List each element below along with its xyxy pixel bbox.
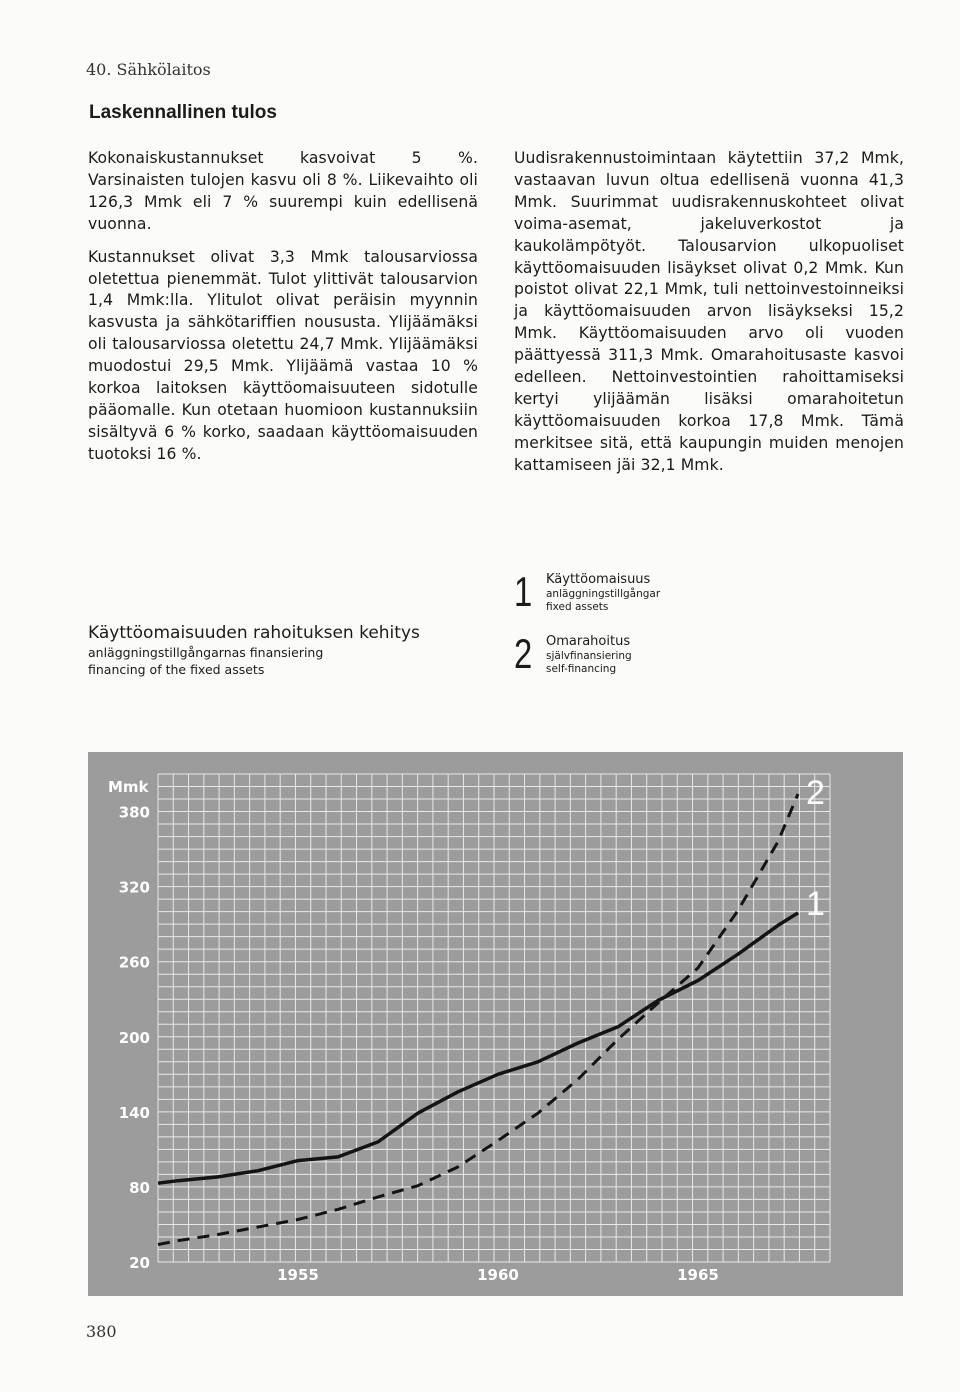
y-tick-label: 80 [129,1178,150,1197]
legend-label-en: fixed assets [546,601,609,613]
chart-title: Käyttöomaisuuden rahoituksen kehitys [88,623,420,643]
chart-svg [88,752,903,1296]
chart-subtitle-en: financing of the fixed assets [88,662,265,677]
line-chart [88,752,903,1296]
right-column [514,148,904,488]
series-label-2: 2 [806,774,825,813]
chart-legend [514,570,834,694]
legend-item-2 [514,632,834,694]
legend-label-fi: Käyttöomaisuus [546,572,651,587]
y-tick-label: 320 [118,878,150,897]
x-tick-label: 1960 [477,1266,519,1284]
x-tick-label: 1955 [277,1266,319,1284]
chart-heading [88,622,468,678]
legend-label-en: self-financing [546,663,617,675]
legend-label-sv: självfinansiering [546,650,632,662]
paragraph: Kokonaiskustannukset kasvoivat 5 %. Varsinaisten tulojen kasvu oli 8 %. Liikevaihto oli 126,3 Mmk eli 7 % suurempi kuin edellisenä vuonna. [88,149,478,233]
y-tick-label: 260 [118,953,150,972]
y-axis-label: Mmk [108,778,149,796]
section-title: Laskennallinen tulos [89,102,277,123]
legend-label-fi: Omarahoitus [546,634,631,649]
y-tick-label: 20 [129,1254,150,1272]
left-column [88,148,478,477]
legend-number: 1 [514,568,533,615]
page-header: 40. Sähkölaitos [86,60,211,79]
legend-item-1 [514,570,834,632]
x-tick-label: 1965 [677,1266,719,1284]
page-number: 380 [86,1322,117,1341]
y-tick-label: 140 [118,1103,150,1122]
y-tick-label: 380 [118,803,150,822]
chart-subtitle-sv: anläggningstillgångarnas finansiering [88,645,324,660]
series-label-1: 1 [806,884,825,923]
legend-number: 2 [514,630,533,677]
paragraph: Kustannukset olivat 3,3 Mmk talousarviossa oletettua pienemmät. Tulot ylittivät talousarvion 1,4 Mmk:lla. Ylitulot olivat peräisin myynnin kasvusta ja sähkötariffien noususta. Ylijäämäksi oli talousarviossa oletettu 24,7 Mmk. Ylijäämäksi muodostui 29,5 Mmk. Ylijäämä vastaa 10 % korkoa laitoksen käyttöomaisuuteen sidotulle pääomalle. Kun otetaan huomioon kustannuksiin sisältyvä 6 % korko, saadaan käyttöomaisuuden tuotoksi 16 %. [88,247,478,463]
paragraph: Uudisrakennustoimintaan käytettiin 37,2 Mmk, vastaavan luvun oltua edellisenä vuonna 41,3 Mmk. Suurimmat uudisrakennuskohteet olivat voima-asemat, jakeluverkostot ja kaukolämpötyöt. Talousarvion ulkopuoliset käyttöomaisuuden lisäykset olivat 0,2 Mmk. Kun poistot olivat 22,1 Mmk, tuli nettoinvestoinneiksi ja käyttöomaisuuden arvon lisäykseksi 15,2 Mmk. Käyttöomaisuuden arvo oli vuoden päättyessä 311,3 Mmk. Omarahoitusaste kasvoi edelleen. Nettoinvestointien rahoittamiseksi kertyi ylijäämän lisäksi omarahoitetun käyttöomaisuuden korkoa 17,8 Mmk. Tämä merkitsee sitä, että kaupungin muiden menojen kattamiseen jäi 32,1 Mmk. [514,149,904,474]
legend-label-sv: anläggningstillgångar [546,588,661,600]
legend-text [546,634,632,676]
series-line-1 [158,913,798,1183]
y-tick-label: 200 [118,1028,150,1047]
legend-text [546,572,660,614]
